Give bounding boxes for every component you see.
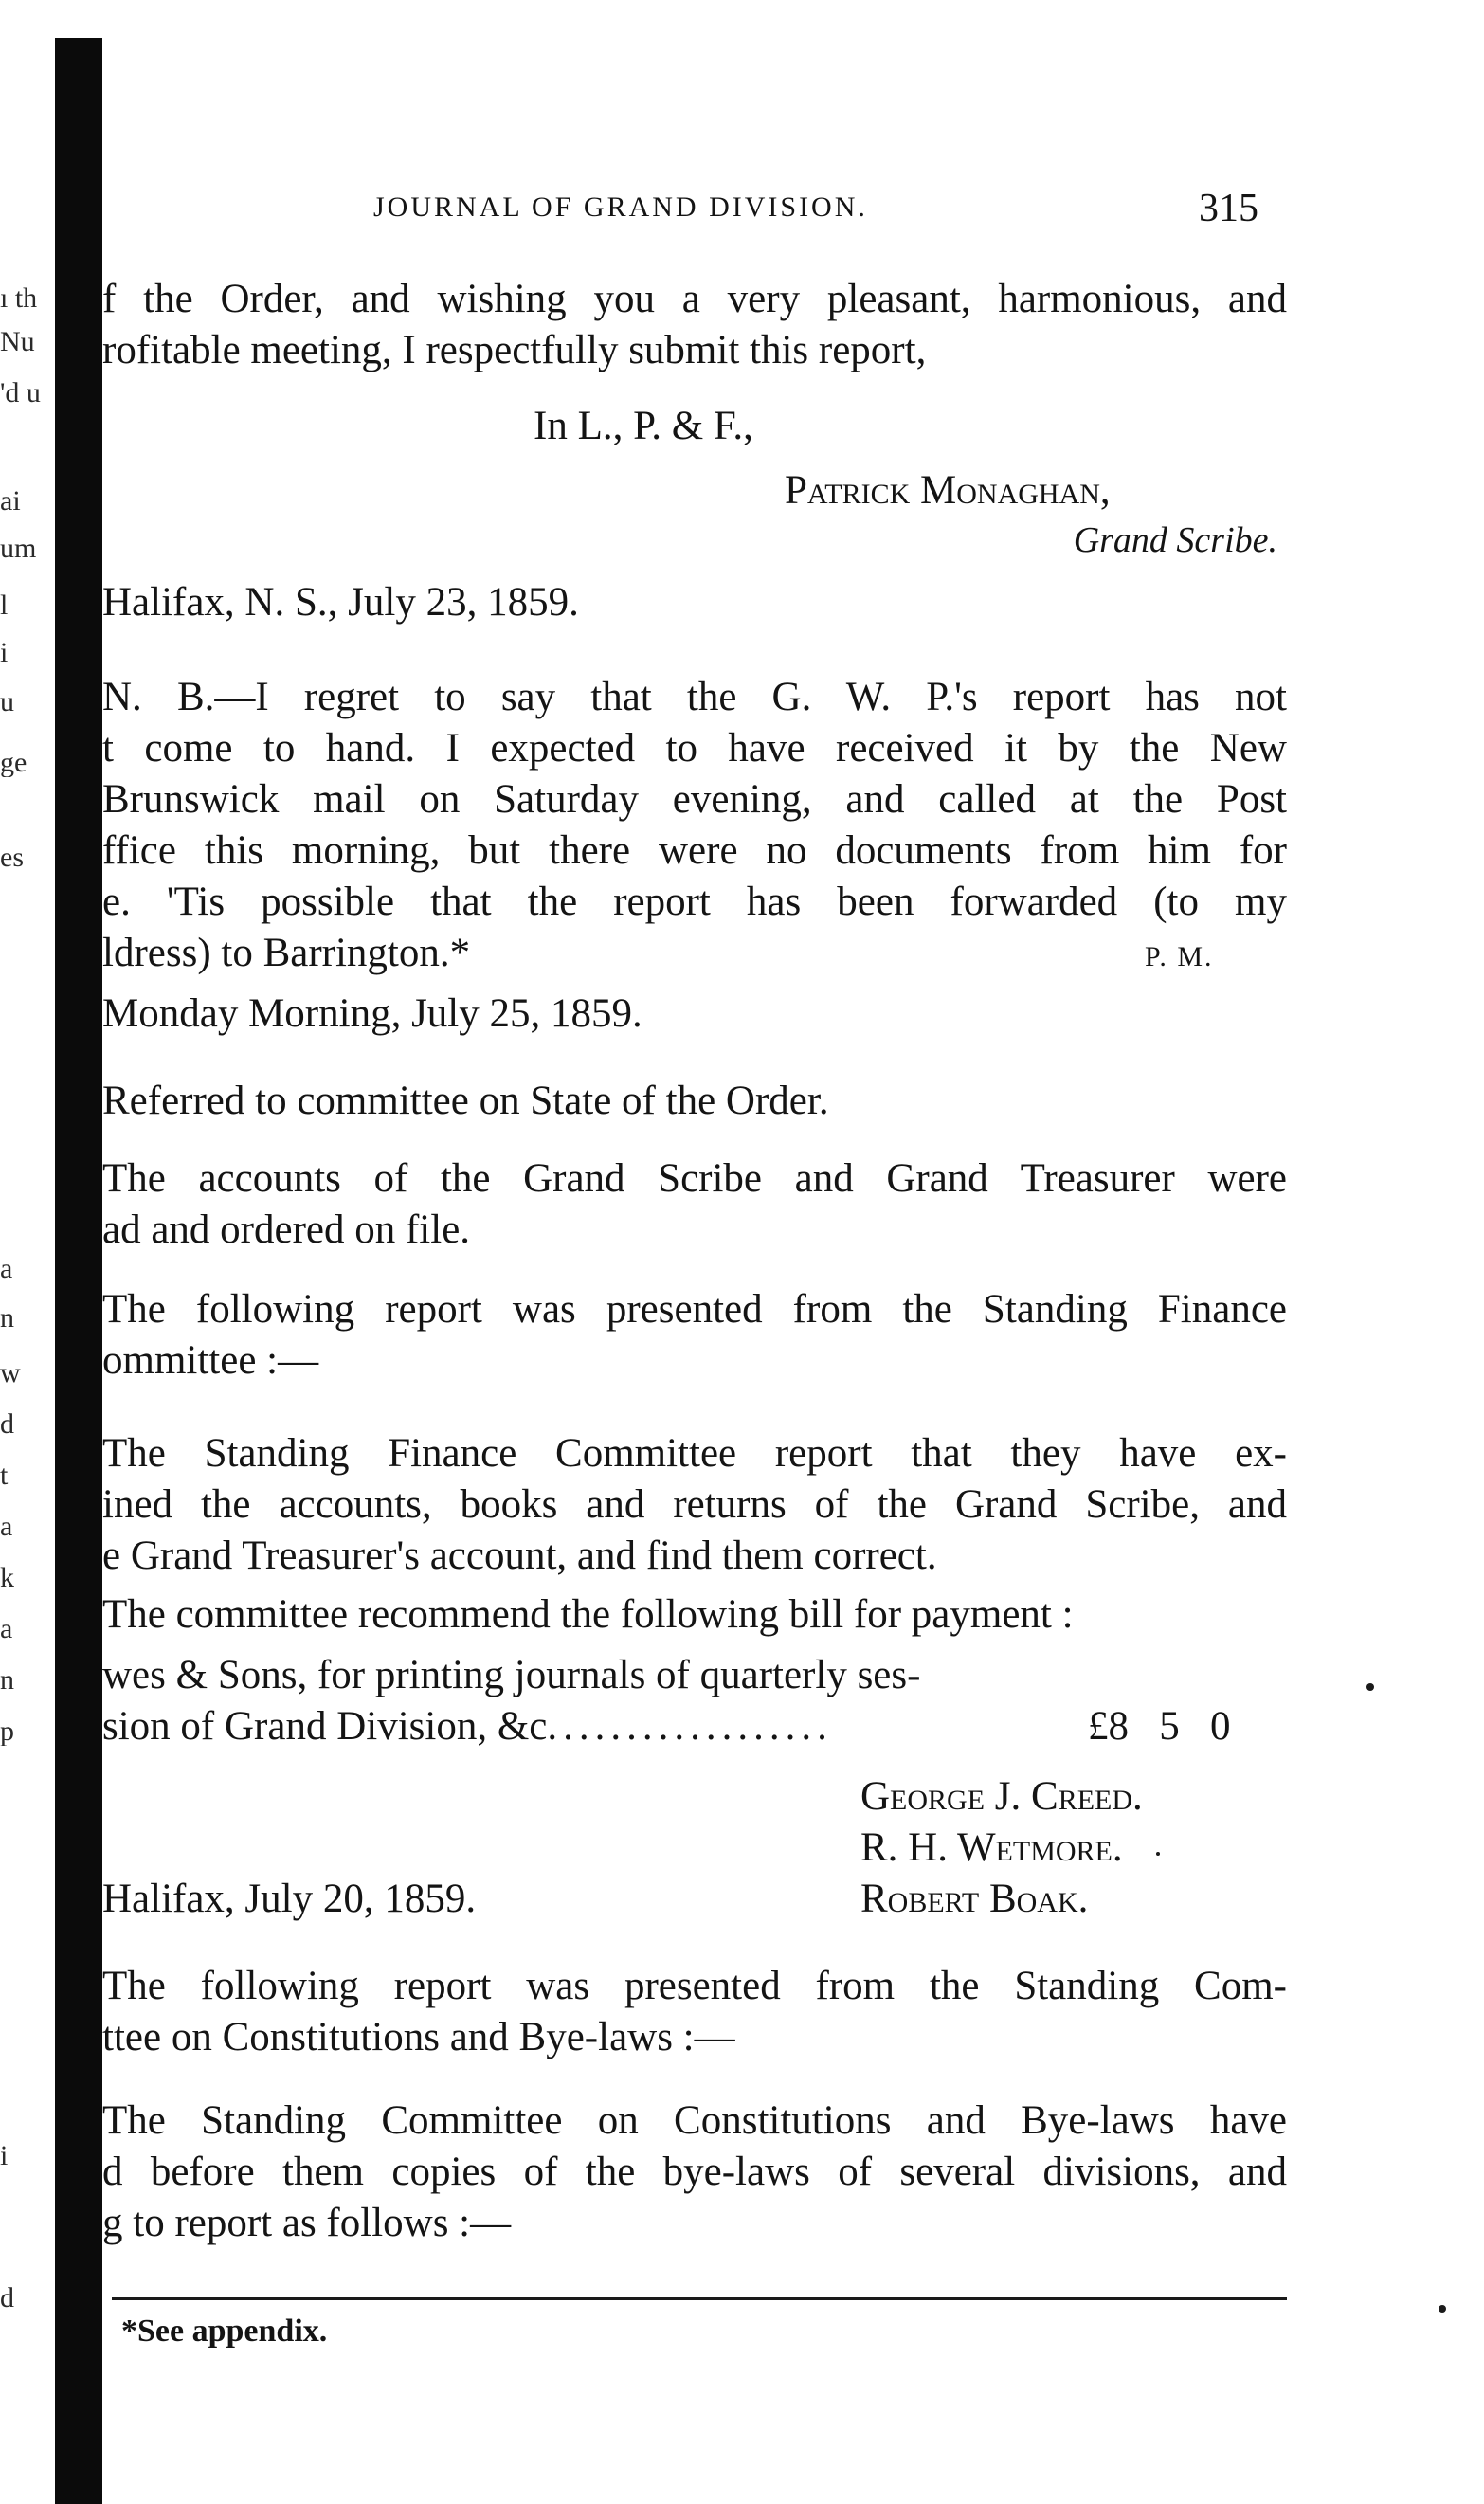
paragraph-line: ffice this morning, but there were no documents from him for [102,828,1287,873]
margin-fragment: d [0,1410,14,1439]
paragraph-line: The committee recommend the following bill for payment : [102,1592,1074,1637]
paragraph-line: rofitable meeting, I respectfully submit this report, [102,328,927,372]
paragraph-line: ommittee :— [102,1338,319,1383]
margin-fragment: u [0,688,14,717]
binding-gutter-shadow [55,38,102,2504]
paragraph-line: ined the accounts, books and returns of the Grand Scribe, and [102,1482,1287,1527]
paragraph-line: The Standing Committee on Constitutions and Bye-laws have [102,2098,1287,2143]
margin-fragment: d [0,2284,14,2313]
paragraph-line: e. 'Tis possible that the report has been forwarded (to my [102,880,1287,924]
bill-line: wes & Sons, for printing journals of quarterly ses- [102,1653,921,1697]
margin-fragment: a [0,1513,13,1541]
margin-fragment: i [0,639,9,667]
margin-fragment: k [0,1564,14,1592]
margin-fragment: n [0,1304,14,1333]
paragraph-line: e Grand Treasurer's account, and find them correct. [102,1533,937,1578]
paragraph-line: ldress) to Barrington.* [102,931,471,975]
dateline: Halifax, July 20, 1859. [102,1877,477,1921]
bill-line [102,1702,1050,1751]
committee-member: Robert Boak. [860,1877,1089,1921]
margin-fragment: t [0,1461,9,1490]
paragraph-line: The accounts of the Grand Scribe and Grand Treasurer were [102,1156,1287,1201]
paragraph-line: The following report was presented from the Standing Finance [102,1287,1287,1332]
margin-fragment: w [0,1359,21,1388]
book-page [102,0,1287,2504]
margin-fragment: ge [0,749,27,777]
committee-member: R. H. Wetmore. [860,1825,1123,1870]
paragraph-line: f the Order, and wishing you a very pleasant, harmonious, and [102,277,1287,321]
signer-title: Grand Scribe. [1073,520,1277,560]
margin-fragment: 'd u [0,379,41,408]
margin-fragment: Nu [0,328,35,356]
running-title: JOURNAL OF GRAND DIVISION. [373,191,868,223]
paragraph-line: The following report was presented from the Standing Com- [102,1964,1287,2008]
margin-fragment: um [0,535,37,563]
paragraph-line: ttee on Constitutions and Bye-laws :— [102,2015,735,2059]
margin-fragment: a [0,1255,13,1283]
running-head [102,186,1287,231]
ink-speck [1439,2305,1446,2313]
paragraph-line: ad and ordered on file. [102,1207,471,1252]
paragraph-line: Referred to committee on State of the Order. [102,1079,829,1123]
page-number: 315 [1199,187,1258,230]
paragraph-line: N. B.—I regret to say that the G. W. P.'s report has not [102,675,1287,719]
paragraph-line: Brunswick mail on Saturday evening, and called at the Post [102,777,1287,822]
dot-leader: .................. [547,1704,833,1749]
margin-fragment: l [0,591,9,620]
margin-fragment: es [0,844,24,872]
margin-fragment: n [0,1666,14,1695]
margin-fragment: p [0,1717,14,1746]
initials: P. M. [1145,941,1214,972]
ink-speck [1366,1683,1374,1691]
bill-amount: £8 5 0 [1088,1704,1231,1749]
paragraph-line: g to report as follows :— [102,2201,512,2245]
paragraph-line: d before them copies of the bye-laws of several divisions, and [102,2150,1287,2194]
paragraph-line: The Standing Finance Committee report that they have ex- [102,1431,1287,1476]
session-heading: Monday Morning, July 25, 1859. [102,991,642,1036]
footnote: *See appendix. [121,2313,328,2349]
margin-fragment: ı th [0,284,38,313]
footnote-rule [112,2297,1287,2300]
signer-name: Patrick Monaghan, [785,468,1111,513]
paragraph-line: t come to hand. I expected to have received it by the New [102,726,1287,771]
bill-description: sion of Grand Division, &c [102,1704,548,1749]
margin-fragment: i [0,2142,9,2170]
margin-fragment: a [0,1615,13,1643]
dateline: Halifax, N. S., July 23, 1859. [102,580,579,625]
closing-salutation: In L., P. & F., [534,404,753,448]
margin-fragment: ai [0,487,21,516]
committee-member: George J. Creed. [860,1774,1143,1819]
